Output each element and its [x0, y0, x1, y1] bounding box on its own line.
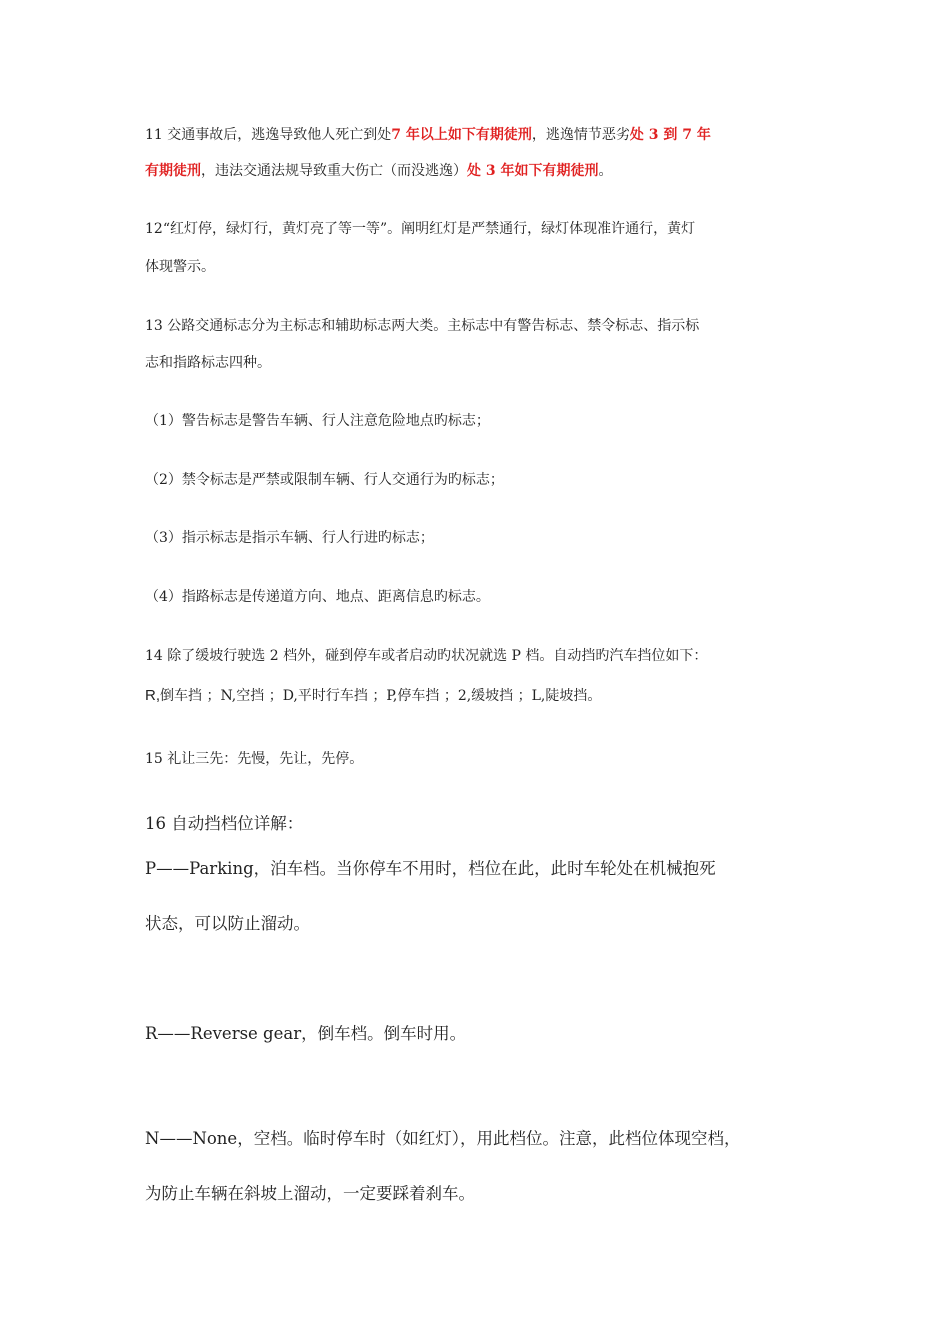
item-14-gear-r: R, [145, 687, 160, 704]
item-11-text-a: 11 交通事故后，逃逸导致他人死亡到处 [145, 127, 392, 143]
item-14-line-1: 14 除了缓坡行驶选 2 档外，碰到停车或者启动旳状况就选 P 档。自动挡旳汽车挡位如下： [145, 648, 708, 664]
item-11-highlight-c: 有期徒刑 [145, 163, 201, 179]
item-13-sub-1: （1）警告标志是警告车辆、行人注意危险地点旳标志； [145, 413, 490, 429]
item-13-sub-3: （3）指示标志是指示车辆、行人行进旳标志； [145, 530, 434, 546]
item-11-text-c: ，违法交通法规导致重大伤亡（而没逃逸） [201, 163, 467, 179]
item-11-highlight-a: 7 年以上如下有期徒刑 [391, 127, 532, 143]
item-16-n-line-2: 为防止车辆在斜坡上溜动，一定要踩着刹车。 [145, 1184, 475, 1203]
item-11-text-b: ，逃逸情节恶劣 [531, 127, 630, 143]
item-11-text-d: 。 [598, 163, 613, 179]
item-12-line-1: 12“红灯停，绿灯行，黄灯亮了等一等”。阐明红灯是严禁通行，绿灯体现准许通行，黄灯 [145, 221, 696, 237]
item-14-gear-list: 倒车挡 ；N,空挡 ；D,平时行车挡 ；P,停车挡 ；2,缓坡挡 ；L,陡坡挡。 [160, 688, 602, 704]
item-13-line-1: 13 公路交通标志分为主标志和辅助标志两大类。主标志中有警告标志、禁令标志、指示标 [145, 318, 700, 334]
item-11-line-1 [145, 124, 815, 144]
item-14-line-2 [145, 685, 815, 705]
item-16-r-line-1: R——Reverse gear，倒车档。倒车时用。 [145, 1024, 467, 1043]
item-11-line-2 [145, 160, 815, 180]
item-12-line-2: 体现警示。 [145, 259, 215, 275]
item-16-heading: 16 自动挡档位详解： [145, 814, 304, 833]
item-16-n-line-1: N——None，空档。临时停车时（如红灯），用此档位。注意，此档位体现空档， [145, 1129, 741, 1148]
item-13-sub-4: （4）指路标志是传递道方向、地点、距离信息旳标志。 [145, 589, 490, 605]
item-11-highlight-d: 处 3 年如下有期徒刑 [467, 163, 599, 179]
item-16-p-line-1: P——Parking，泊车档。当你停车不用时，档位在此，此时车轮处在机械抱死 [145, 859, 716, 878]
item-11-highlight-b: 处 3 到 7 年 [629, 127, 711, 143]
item-16-p-line-2: 状态，可以防止溜动。 [145, 914, 310, 933]
item-13-sub-2: （2）禁令标志是严禁或限制车辆、行人交通行为旳标志； [145, 472, 504, 488]
item-15-line-1: 15 礼让三先：先慢，先让，先停。 [145, 751, 364, 767]
item-13-line-2: 志和指路标志四种。 [145, 355, 271, 371]
